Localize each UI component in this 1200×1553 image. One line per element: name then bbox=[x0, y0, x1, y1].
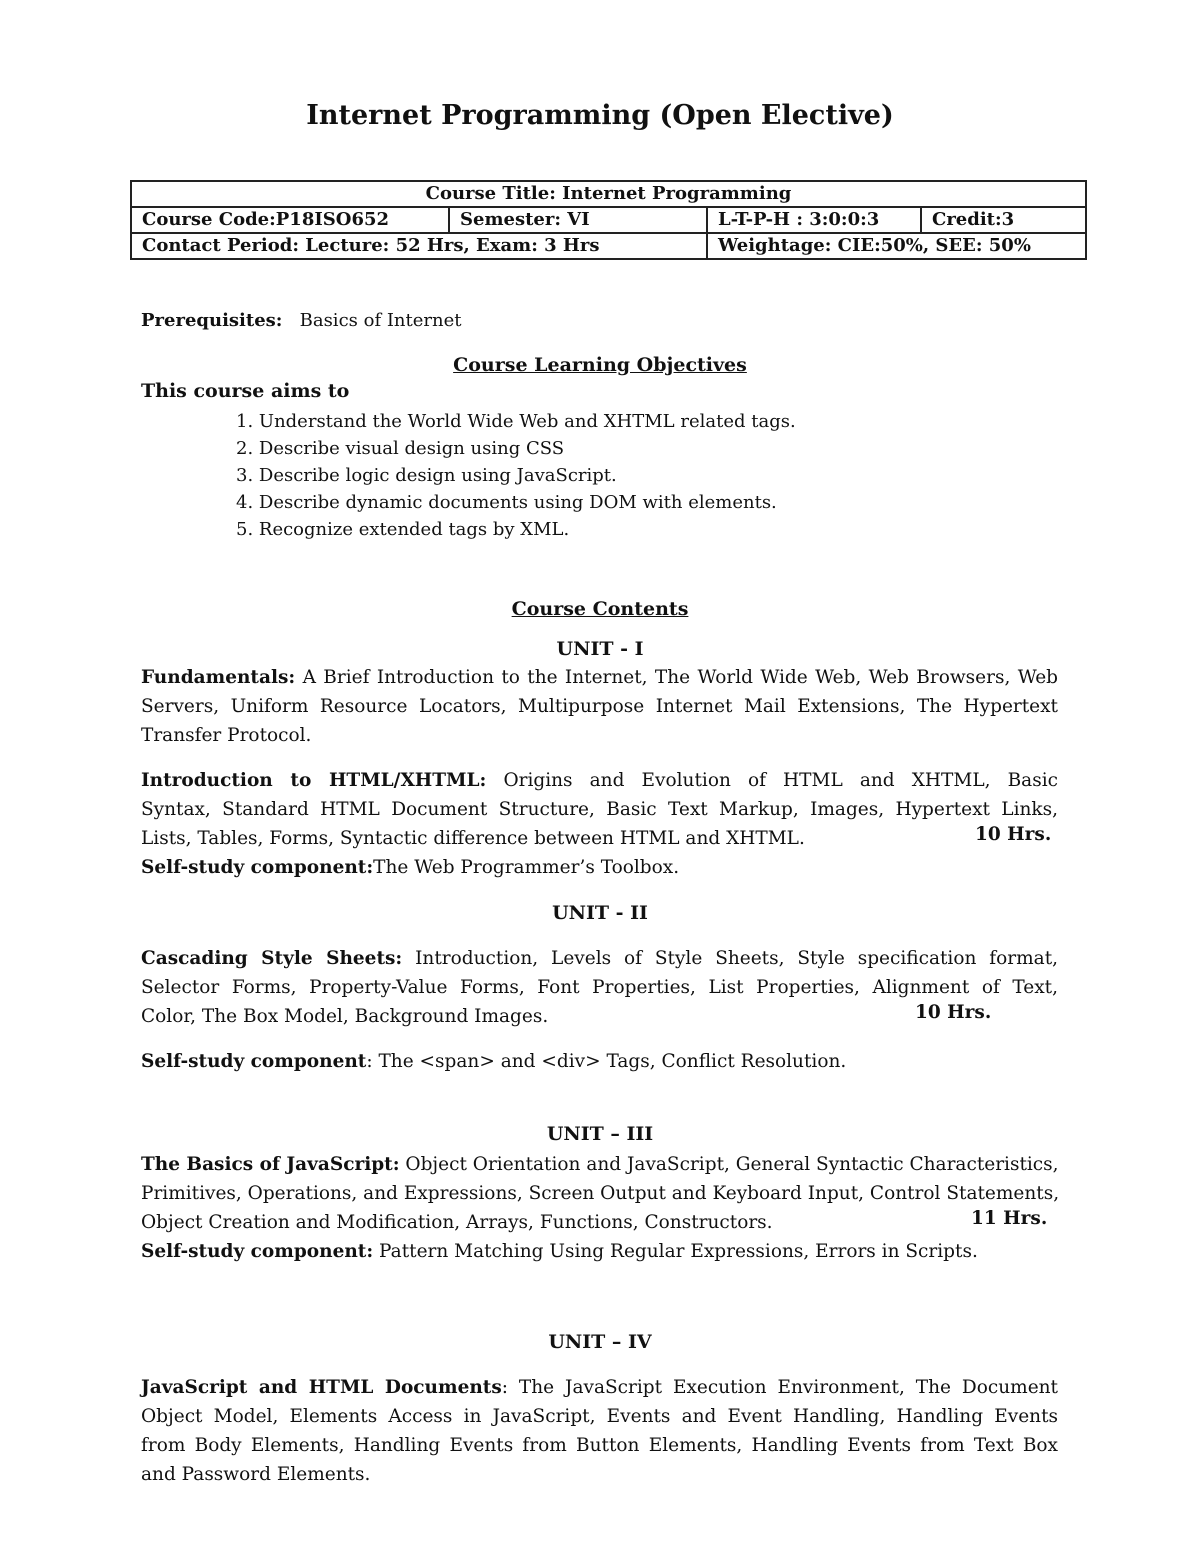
unit-3-hours: 11 Hrs. bbox=[971, 1208, 1048, 1229]
paragraph-text: Selector Forms, Property-Value Forms, Font Properties, List Properties, Alignment of Text, bbox=[141, 977, 1058, 998]
self-study-label: Self-study component: bbox=[141, 1241, 374, 1262]
paragraph-text: and Password Elements. bbox=[141, 1464, 371, 1485]
unit-4-js-html bbox=[141, 1373, 1058, 1489]
paragraph-text: Lists, Tables, Forms, Syntactic difference between HTML and XHTML. bbox=[141, 828, 805, 849]
self-study-text: Pattern Matching Using Regular Expressions, Errors in Scripts. bbox=[373, 1241, 978, 1262]
course-code-cell: Course Code:P18ISO652 bbox=[131, 207, 449, 233]
objectives-intro: This course aims to bbox=[141, 380, 350, 402]
ltph-cell: L-T-P-H : 3:0:0:3 bbox=[707, 207, 921, 233]
section-label: The Basics of JavaScript: bbox=[141, 1154, 400, 1175]
list-item: 5. Recognize extended tags by XML. bbox=[236, 519, 570, 540]
unit-1-hours: 10 Hrs. bbox=[975, 824, 1052, 845]
course-info-table bbox=[130, 180, 1087, 260]
weightage-cell: Weightage: CIE:50%, SEE: 50% bbox=[707, 233, 1086, 259]
paragraph-text: Object Creation and Modification, Arrays, Functions, Constructors. bbox=[141, 1212, 773, 1233]
paragraph-text: Object Model, Elements Access in JavaScript, Events and Event Handling, Handling Events bbox=[141, 1406, 1058, 1427]
paragraph-text: Origins and Evolution of HTML and XHTML, Basic bbox=[486, 770, 1058, 791]
prerequisites bbox=[141, 310, 462, 331]
paragraph-text: Color, The Box Model, Background Images. bbox=[141, 1006, 549, 1027]
objectives-list bbox=[212, 408, 796, 543]
self-study-text: : The <span> and <div> Tags, Conflict Resolution. bbox=[366, 1051, 847, 1072]
paragraph-text: Transfer Protocol. bbox=[141, 725, 312, 746]
section-label: JavaScript and HTML Documents bbox=[141, 1377, 502, 1398]
list-item: 4. Describe dynamic documents using DOM with elements. bbox=[236, 492, 777, 513]
paragraph-text: A Brief Introduction to the Internet, The World Wide Web, Web Browsers, Web bbox=[295, 667, 1058, 688]
unit-4-heading: UNIT – IV bbox=[548, 1331, 652, 1353]
unit-1-html-intro bbox=[141, 766, 1058, 882]
list-item: 3. Describe logic design using JavaScript. bbox=[236, 465, 617, 486]
table-row bbox=[131, 181, 1086, 207]
paragraph-text: Introduction, Levels of Style Sheets, Style specification format, bbox=[402, 948, 1059, 969]
contact-period-cell: Contact Period: Lecture: 52 Hrs, Exam: 3 Hrs bbox=[131, 233, 707, 259]
unit-3-heading: UNIT – III bbox=[546, 1123, 654, 1145]
unit-2-hours: 10 Hrs. bbox=[915, 1002, 992, 1023]
objectives-heading: Course Learning Objectives bbox=[453, 354, 747, 376]
list-item: 1. Understand the World Wide Web and XHTML related tags. bbox=[236, 411, 796, 432]
unit-3-javascript bbox=[141, 1150, 1058, 1266]
paragraph-text: Primitives, Operations, and Expressions, Screen Output and Keyboard Input, Control Statements, bbox=[141, 1183, 1060, 1204]
semester-cell: Semester: VI bbox=[449, 207, 707, 233]
contents-heading: Course Contents bbox=[511, 598, 689, 620]
section-label: Fundamentals: bbox=[141, 667, 296, 688]
page-title: Internet Programming (Open Elective) bbox=[306, 100, 894, 131]
unit-2-self-study bbox=[141, 1047, 1058, 1076]
credit-cell: Credit:3 bbox=[921, 207, 1086, 233]
table-row bbox=[131, 207, 1086, 233]
paragraph-text: from Body Elements, Handling Events from Button Elements, Handling Events from Text Box bbox=[141, 1435, 1058, 1456]
table-row bbox=[131, 233, 1086, 259]
unit-1-fundamentals bbox=[141, 663, 1058, 750]
unit-1-heading: UNIT - I bbox=[556, 638, 644, 660]
paragraph-text: : The JavaScript Execution Environment, The Document bbox=[501, 1377, 1058, 1398]
list-item: 2. Describe visual design using CSS bbox=[236, 438, 565, 459]
paragraph-text: Servers, Uniform Resource Locators, Multipurpose Internet Mail Extensions, The Hypertext bbox=[141, 696, 1058, 717]
section-label: Introduction to HTML/XHTML: bbox=[141, 770, 487, 791]
course-title-cell: Course Title: Internet Programming bbox=[131, 181, 1086, 207]
unit-2-heading: UNIT - II bbox=[552, 902, 648, 924]
section-label: Cascading Style Sheets: bbox=[141, 948, 403, 969]
prerequisites-value: Basics of Internet bbox=[299, 310, 462, 331]
paragraph-text: Syntax, Standard HTML Document Structure, Basic Text Markup, Images, Hypertext Links, bbox=[141, 799, 1058, 820]
prerequisites-label: Prerequisites: bbox=[141, 310, 283, 331]
self-study-text: The Web Programmer’s Toolbox. bbox=[373, 857, 680, 878]
self-study-label: Self-study component bbox=[141, 1051, 367, 1072]
self-study-label: Self-study component: bbox=[141, 857, 374, 878]
paragraph-text: Object Orientation and JavaScript, General Syntactic Characteristics, bbox=[399, 1154, 1059, 1175]
